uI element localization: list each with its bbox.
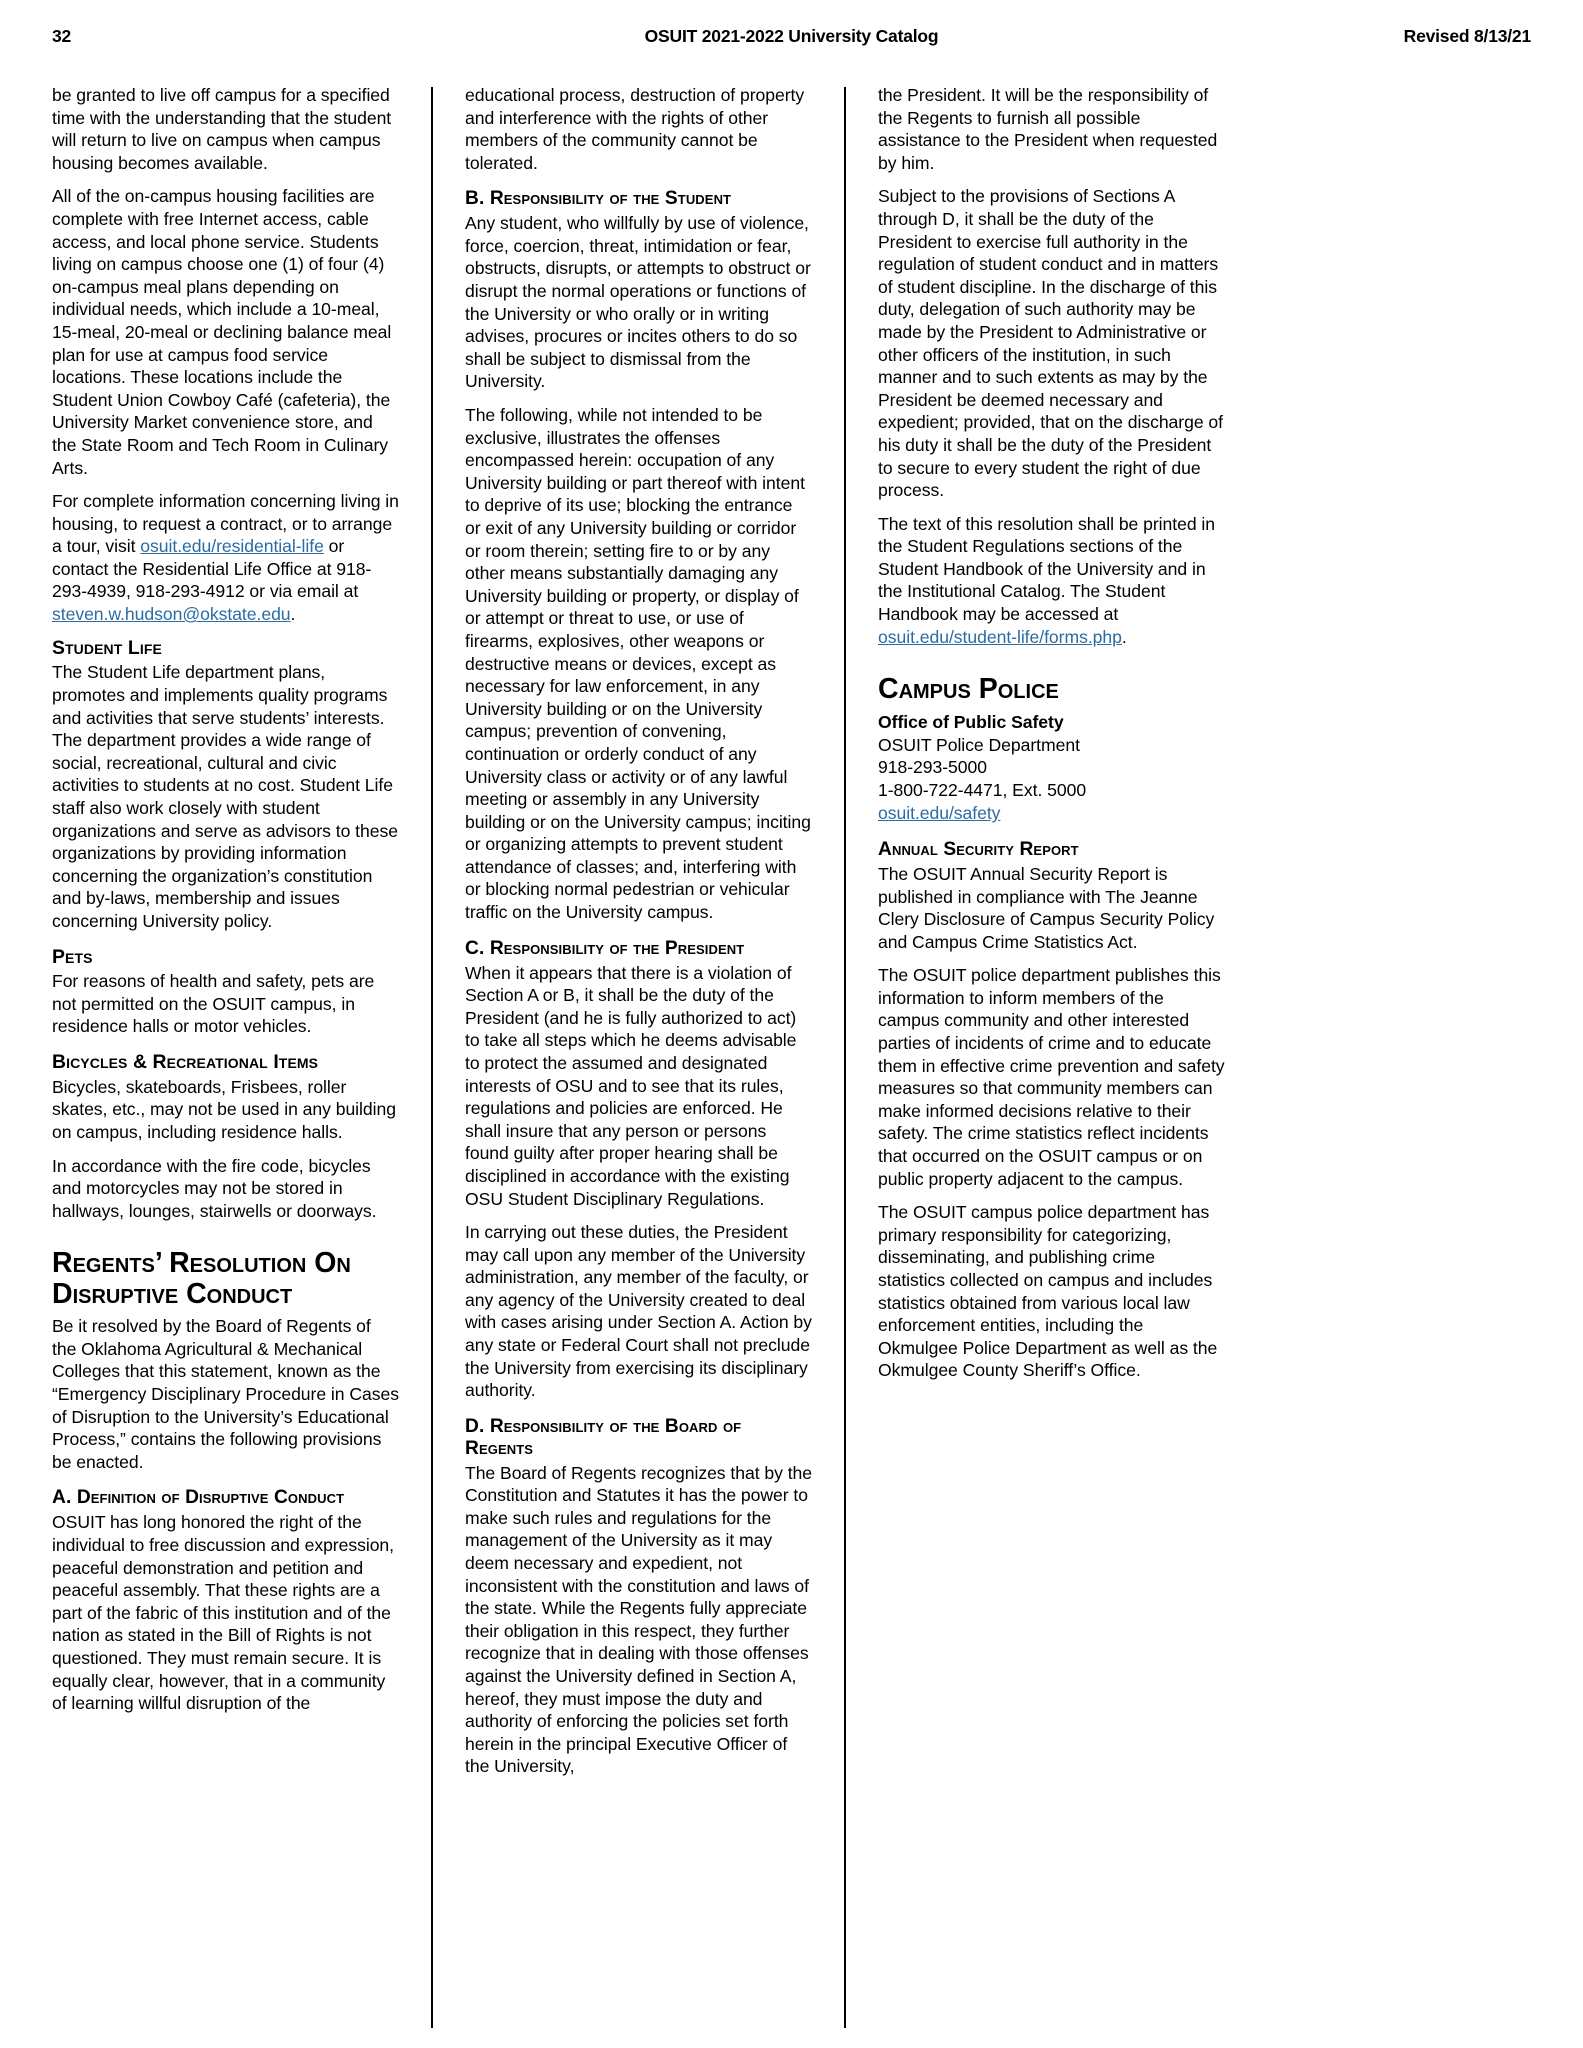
- paragraph: educational process, destruction of property and interference with the rights of other members of the community cannot be tolerated.: [465, 85, 805, 173]
- osuit-safety-link[interactable]: osuit.edu/safety: [878, 803, 1001, 824]
- heading-section-d: D. Responsibility of the Board of Regents: [465, 1415, 742, 1459]
- paragraph: The following, while not intended to be exclusive, illustrates the offenses encompassed herein: occupation of any University building or part thereof with intent to deprive of its use; blocking the entrance or exit of any University building or corridor or room therein; setting fire to or by any other means substantially damaging any University building or property, or display of or attempt or threat to use, or use of firearms, explosives, other weapons or destructive means or devices, except as necessary for law enforcement, in any University building or on the University campus; prevention of convening, continuation or orderly conduct of any University class or activity or of any lawful meeting or assembly in any University building or on the University campus; inciting or organizing attempts to prevent student attendance of classes; and, interfering with or blocking normal pedestrian or vehicular traffic on the University campus.: [465, 405, 811, 923]
- paragraph: Subject to the provisions of Sections A through D, it shall be the duty of the President to exercise full authority in the regulation of student conduct and in matters of student discipline. In the discharge of this duty, delegation of such authority may be made by the President to Administrative or other officers of the institution, in such manner and to such extents as may by the President be deemed necessary and expedient; provided, that on the discharge of his duty it shall be the duty of the President to secure to every student the right of due process.: [878, 186, 1223, 501]
- heading-pets: Pets: [52, 945, 93, 968]
- campus-police-contact-block: [878, 711, 1225, 825]
- paragraph: The Student Life department plans, promotes and implements quality programs and activities that serve students’ interests. The department provides a wide range of social, recreational, cultural and civic activities to students at no cost. Student Life staff also work closely with student organizations and serve as advisors to these organizations by providing information concerning the organization’s constitution and by-laws, membership and issues concerning University policy.: [52, 662, 398, 931]
- paragraph: In accordance with the fire code, bicycles and motorcycles may not be stored in hallways, lounges, stairwells or doorways.: [52, 1155, 377, 1221]
- safety-link-line: [878, 802, 1225, 825]
- text-run: For complete information concerning living in housing, to request a contract, or to arrange a tour, visit: [52, 491, 399, 557]
- paragraph: the President. It will be the responsibility of the Regents to furnish all possible assistance to the President when requested by him.: [878, 85, 1218, 173]
- police-phone-primary: 918-293-5000: [878, 757, 987, 778]
- column-divider-two: [812, 84, 878, 2028]
- page-number: 32: [52, 26, 72, 46]
- residential-life-email-link[interactable]: steven.w.hudson@okstate.edu: [52, 604, 291, 625]
- paragraph: The OSUIT police department publishes this information to inform members of the campus community and other interested parties of incidents of crime and to educate them in effective crime prevention and safety measures so that community members can make informed decisions relative to their safety. The crime statistics reflect incidents that occurred on the OSUIT campus or on public property adjacent to the campus.: [878, 965, 1225, 1189]
- text-run: .: [290, 604, 296, 625]
- paragraph-with-link: [878, 513, 1225, 649]
- heading-student-life: Student Life: [52, 636, 162, 659]
- police-phone-tollfree: 1-800-722-4471, Ext. 5000: [878, 780, 1087, 801]
- paragraph: Any student, who willfully by use of violence, force, coercion, threat, intimidation or fear, obstructs, disrupts, or attempts to obstruct or disrupt the normal operations or functions of the University or who orally or in writing advises, procures or incites others to do so shall be subject to dismissal from the University.: [465, 213, 811, 392]
- office-of-public-safety-label: Office of Public Safety: [878, 711, 1064, 732]
- paragraph: The OSUIT campus police department has primary responsibility for categorizing, disseminating, and publishing crime statistics collected on campus and includes statistics obtained from various local law enforcement entities, including the Okmulgee Police Department as well as the Okmulgee County Sheriff’s Office.: [878, 1202, 1218, 1381]
- paragraph: All of the on-campus housing facilities are complete with free Internet access, cable access, and local phone service. Students living on campus choose one (1) of four (4) on-campus meal plans depending on individual needs, which include a 10-meal, 15-meal, 20-meal or declining balance meal plan for use at campus food service locations. These locations include the Student Union Cowboy Café (cafeteria), the University Market convenience store, and the State Room and Tech Room in Culinary Arts.: [52, 186, 392, 478]
- heading-regents-resolution: Regents’ Resolution On Disruptive Conduct: [52, 1247, 351, 1310]
- paragraph-with-links: [52, 490, 399, 626]
- column-one: [52, 84, 399, 2028]
- paragraph: For reasons of health and safety, pets are not permitted on the OSUIT campus, in residence halls or motor vehicles.: [52, 971, 375, 1037]
- student-handbook-forms-link[interactable]: osuit.edu/student-life/forms.php: [878, 626, 1122, 647]
- paragraph: When it appears that there is a violation of Section A or B, it shall be the duty of the President (and he is fully authorized to act) to take all steps which he deems advisable to protect the assumed and designated interests of OSU and to see that its rules, regulations and policies are enforced. He shall insure that any person or persons found guilty after proper hearing shall be disciplined in accordance with the existing OSU Student Disciplinary Regulations.: [465, 962, 797, 1209]
- heading-section-c: C. Responsibility of the President: [465, 937, 745, 959]
- heading-campus-police: Campus Police: [878, 673, 1059, 706]
- paragraph: Bicycles, skateboards, Frisbees, roller skates, etc., may not be used in any building on campus, including residence halls.: [52, 1076, 396, 1142]
- paragraph: The Board of Regents recognizes that by the Constitution and Statutes it has the power to make such rules and regulations for the management of the University as it may deem necessary and expedient, not inconsistent with the constitution and laws of the state. While the Regents fully appreciate their obligation in this respect, they further recognize that in dealing with those offenses against the University defined in Section A, hereof, they must impose the duty and authority of enforcing the policies set forth herein in the principal Executive Officer of the University,: [465, 1462, 813, 1777]
- text-run: .: [1121, 626, 1127, 647]
- catalog-title: OSUIT 2021-2022 University Catalog: [644, 26, 939, 46]
- three-column-layout: [52, 84, 1532, 2028]
- vertical-rule: [431, 87, 433, 2028]
- running-head: [52, 26, 1531, 50]
- column-two: [465, 84, 812, 2028]
- residential-life-link[interactable]: osuit.edu/residential-life: [140, 536, 324, 557]
- paragraph: The OSUIT Annual Security Report is published in compliance with The Jeanne Clery Disclosure of Campus Security Policy and Campus Crime Statistics Act.: [878, 863, 1215, 952]
- heading-section-a: A. Definition of Disruptive Conduct: [52, 1487, 345, 1509]
- text-run: or contact the Residential Life Office at 918-293-4939, 918-293-4912 or via email at: [52, 536, 372, 602]
- column-three: [878, 84, 1225, 2028]
- heading-bicycles-recreational-items: Bicycles & Recreational Items: [52, 1051, 319, 1074]
- heading-annual-security-report: Annual Security Report: [878, 839, 1079, 861]
- heading-section-b: B. Responsibility of the Student: [465, 188, 732, 210]
- police-department-label: OSUIT Police Department: [878, 734, 1080, 755]
- revision-date: Revised 8/13/21: [1403, 26, 1531, 46]
- paragraph: OSUIT has long honored the right of the individual to free discussion and expression, peaceful demonstration and petition and peaceful assembly. That these rights are a part of the fabric of this institution and of the nation as stated in the Bill of Rights is not questioned. They must remain secure. It is equally clear, however, that in a community of learning willful disruption of the: [52, 1512, 395, 1714]
- paragraph: Be it resolved by the Board of Regents of the Oklahoma Agricultural & Mechanical Colleges that this statement, known as the “Emergency Disciplinary Procedure in Cases of Disruption to the University’s Educational Process,” contains the following provisions be enacted.: [52, 1316, 399, 1472]
- vertical-rule: [844, 87, 846, 2028]
- column-divider-one: [399, 84, 465, 2028]
- paragraph: be granted to live off campus for a specified time with the understanding that the student will return to live on campus when campus housing becomes available.: [52, 85, 392, 173]
- paragraph: In carrying out these duties, the President may call upon any member of the University administration, any member of the faculty, or any agency of the University created to deal with cases arising under Section A. Action by any state or Federal Court shall not preclude the University from exercising its disciplinary authority.: [465, 1222, 812, 1401]
- text-run: The text of this resolution shall be printed in the Student Regulations sections of the Student Handbook of the University and in the Institutional Catalog. The Student Handbook may be accessed at: [878, 513, 1216, 625]
